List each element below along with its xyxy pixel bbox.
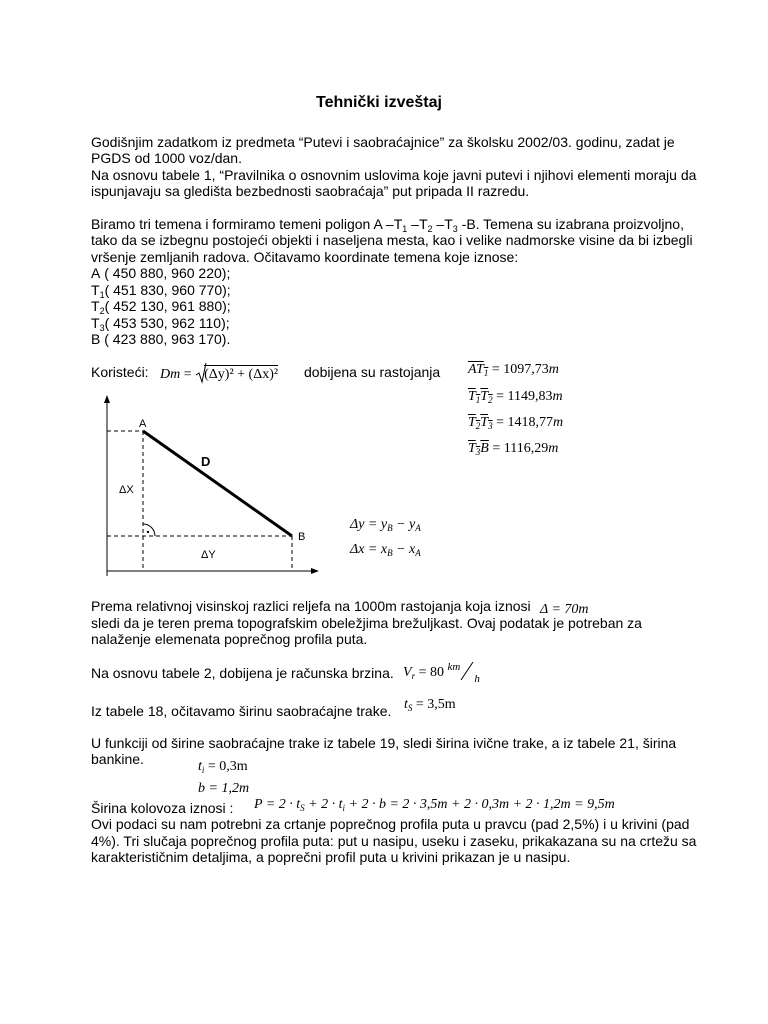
coordinate-t3: $T_3$( 453 530, 962 110); (91, 315, 230, 333)
paragraph-5-line-1: Ovi podaci su nam potrebni za crtanje poprečnog profila puta u pravcu (pad 2,5%) i u krivini (pad (91, 816, 690, 832)
y-axis-arrow-icon (104, 395, 110, 403)
distance-diagram (95, 393, 335, 583)
distance-label: Koristeći: (91, 364, 149, 380)
delta-y-formula: $\Delta y = y_B - y_A$ (350, 517, 421, 533)
hypotenuse-d (143, 431, 292, 536)
distance-t3b: $T_3B = 1116,29m$ (468, 441, 559, 457)
road-width-label: Širina kolovoza iznosi : (91, 800, 234, 816)
distance-t1t2: $T_1T_2 = 1149,83m$ (468, 389, 563, 405)
right-angle-dot (147, 531, 149, 533)
paragraph-3-line-1: Prema relativnoj visinskoj razlici reljefa na 1000m rastojanja koja iznosi (91, 598, 531, 614)
distance-at1: $AT_1 = 1097,73m$ (468, 362, 559, 378)
paragraph-5-line-2: 4%). Tri slučaja poprečnog profila puta: put u nasipu, useku i zaseku, prikakazana su na crtežu sa (91, 833, 697, 849)
label-delta-y: ΔY (201, 549, 216, 561)
coordinate-t2: $T_2$( 452 130, 961 880); (91, 298, 231, 316)
label-b: B (298, 531, 306, 543)
distance-result-label: dobijena su rastojanja (304, 364, 441, 380)
paragraph-5-line-3: karakterističnim detaljima, a poprečni profil puta u krivini prikazan je u nasipu. (91, 849, 571, 865)
right-angle-marker (143, 524, 155, 536)
paragraph-4-line-2: bankine. (91, 751, 144, 767)
fraction-slash-icon (460, 661, 474, 681)
paragraph-1-line-4: ispunjavaju sa gledišta bezbednosti saobraćaja” put pripada II razredu. (91, 183, 530, 199)
coordinate-a: A ( 450 880, 960 220); (91, 265, 231, 281)
paragraph-1-line-1: Godišnjim zadatkom iz predmeta “Putevi i saobraćajnice” za školsku 2002/03. godinu, zadat je (91, 134, 675, 150)
paragraph-4-line-1: U funkciji od širine saobraćajne trake iz tabele 19, sledi širina ivične trake, a iz tabele 21, širina (91, 735, 677, 751)
lane-text: Iz tabele 18, očitavamo širinu saobraćajne trake. (91, 703, 392, 719)
paragraph-2-line-2: tako da se izbegnu postojeći objekti i naseljena mesta, kao i velike nadmorske visine da bi izbegli (91, 232, 693, 248)
coordinate-b: B ( 423 880, 963 170). (91, 331, 231, 347)
label-delta-x: ΔX (119, 484, 134, 496)
edge-lane-formula: $t_i = 0,3m$ (198, 759, 248, 775)
paragraph-1-line-2: PGDS od 1000 voz/dan. (91, 150, 242, 166)
paragraph-2-line-3: vršenje zemljanih radova. Očitavamo koordinate temena koje iznose: (91, 249, 519, 265)
shoulder-formula: b = 1,2m (198, 781, 250, 796)
distance-formula: Dm = (Δy)² + (Δx)² (160, 362, 278, 384)
distance-t2t3: $T_2T_3 = 1418,77m$ (468, 415, 564, 431)
relief-delta: Δ = 70m (540, 602, 589, 617)
coordinate-t1: $T_1$( 451 830, 960 770); (91, 282, 231, 300)
speed-formula: $V_r = 80$ $^{km}_h$ (403, 661, 480, 685)
x-axis-arrow-icon (311, 568, 319, 574)
speed-text: Na osnovu tabele 2, dobijena je računska brzina. (91, 665, 394, 681)
paragraph-3-line-3: nalaženje elemenata poprečnog profila puta. (91, 631, 368, 647)
road-width-formula: $P = 2 \cdot t_S + 2 \cdot t_i + 2 \cdot b = 2 \cdot 3,5m + 2 \cdot 0,3m + 2 \cdot 1,2m = 9,5m$ (254, 797, 615, 813)
label-d: D (201, 454, 211, 469)
delta-x-formula: $\Delta x = x_B - x_A$ (350, 542, 421, 558)
paragraph-2-line-1: Biramo tri temena i formiramo temeni poligon A $-T_1$ $-T_2$ $-T_3$ -B. Temena su izabrana proizvoljno, (91, 216, 684, 234)
paragraph-1-line-3: Na osnovu tabele 1, “Pravilnika o osnovnim uslovima koje javni putevi i njihovi elementi moraju da (91, 167, 697, 183)
document-title: Tehnički izveštaj (316, 94, 442, 111)
label-a: A (139, 418, 147, 430)
paragraph-3-line-2: sledi da je teren prema topografskim obeležjima brežuljkast. Ovaj podatak je potreban za (91, 615, 642, 631)
lane-formula: $t_S = 3,5m$ (404, 697, 456, 713)
